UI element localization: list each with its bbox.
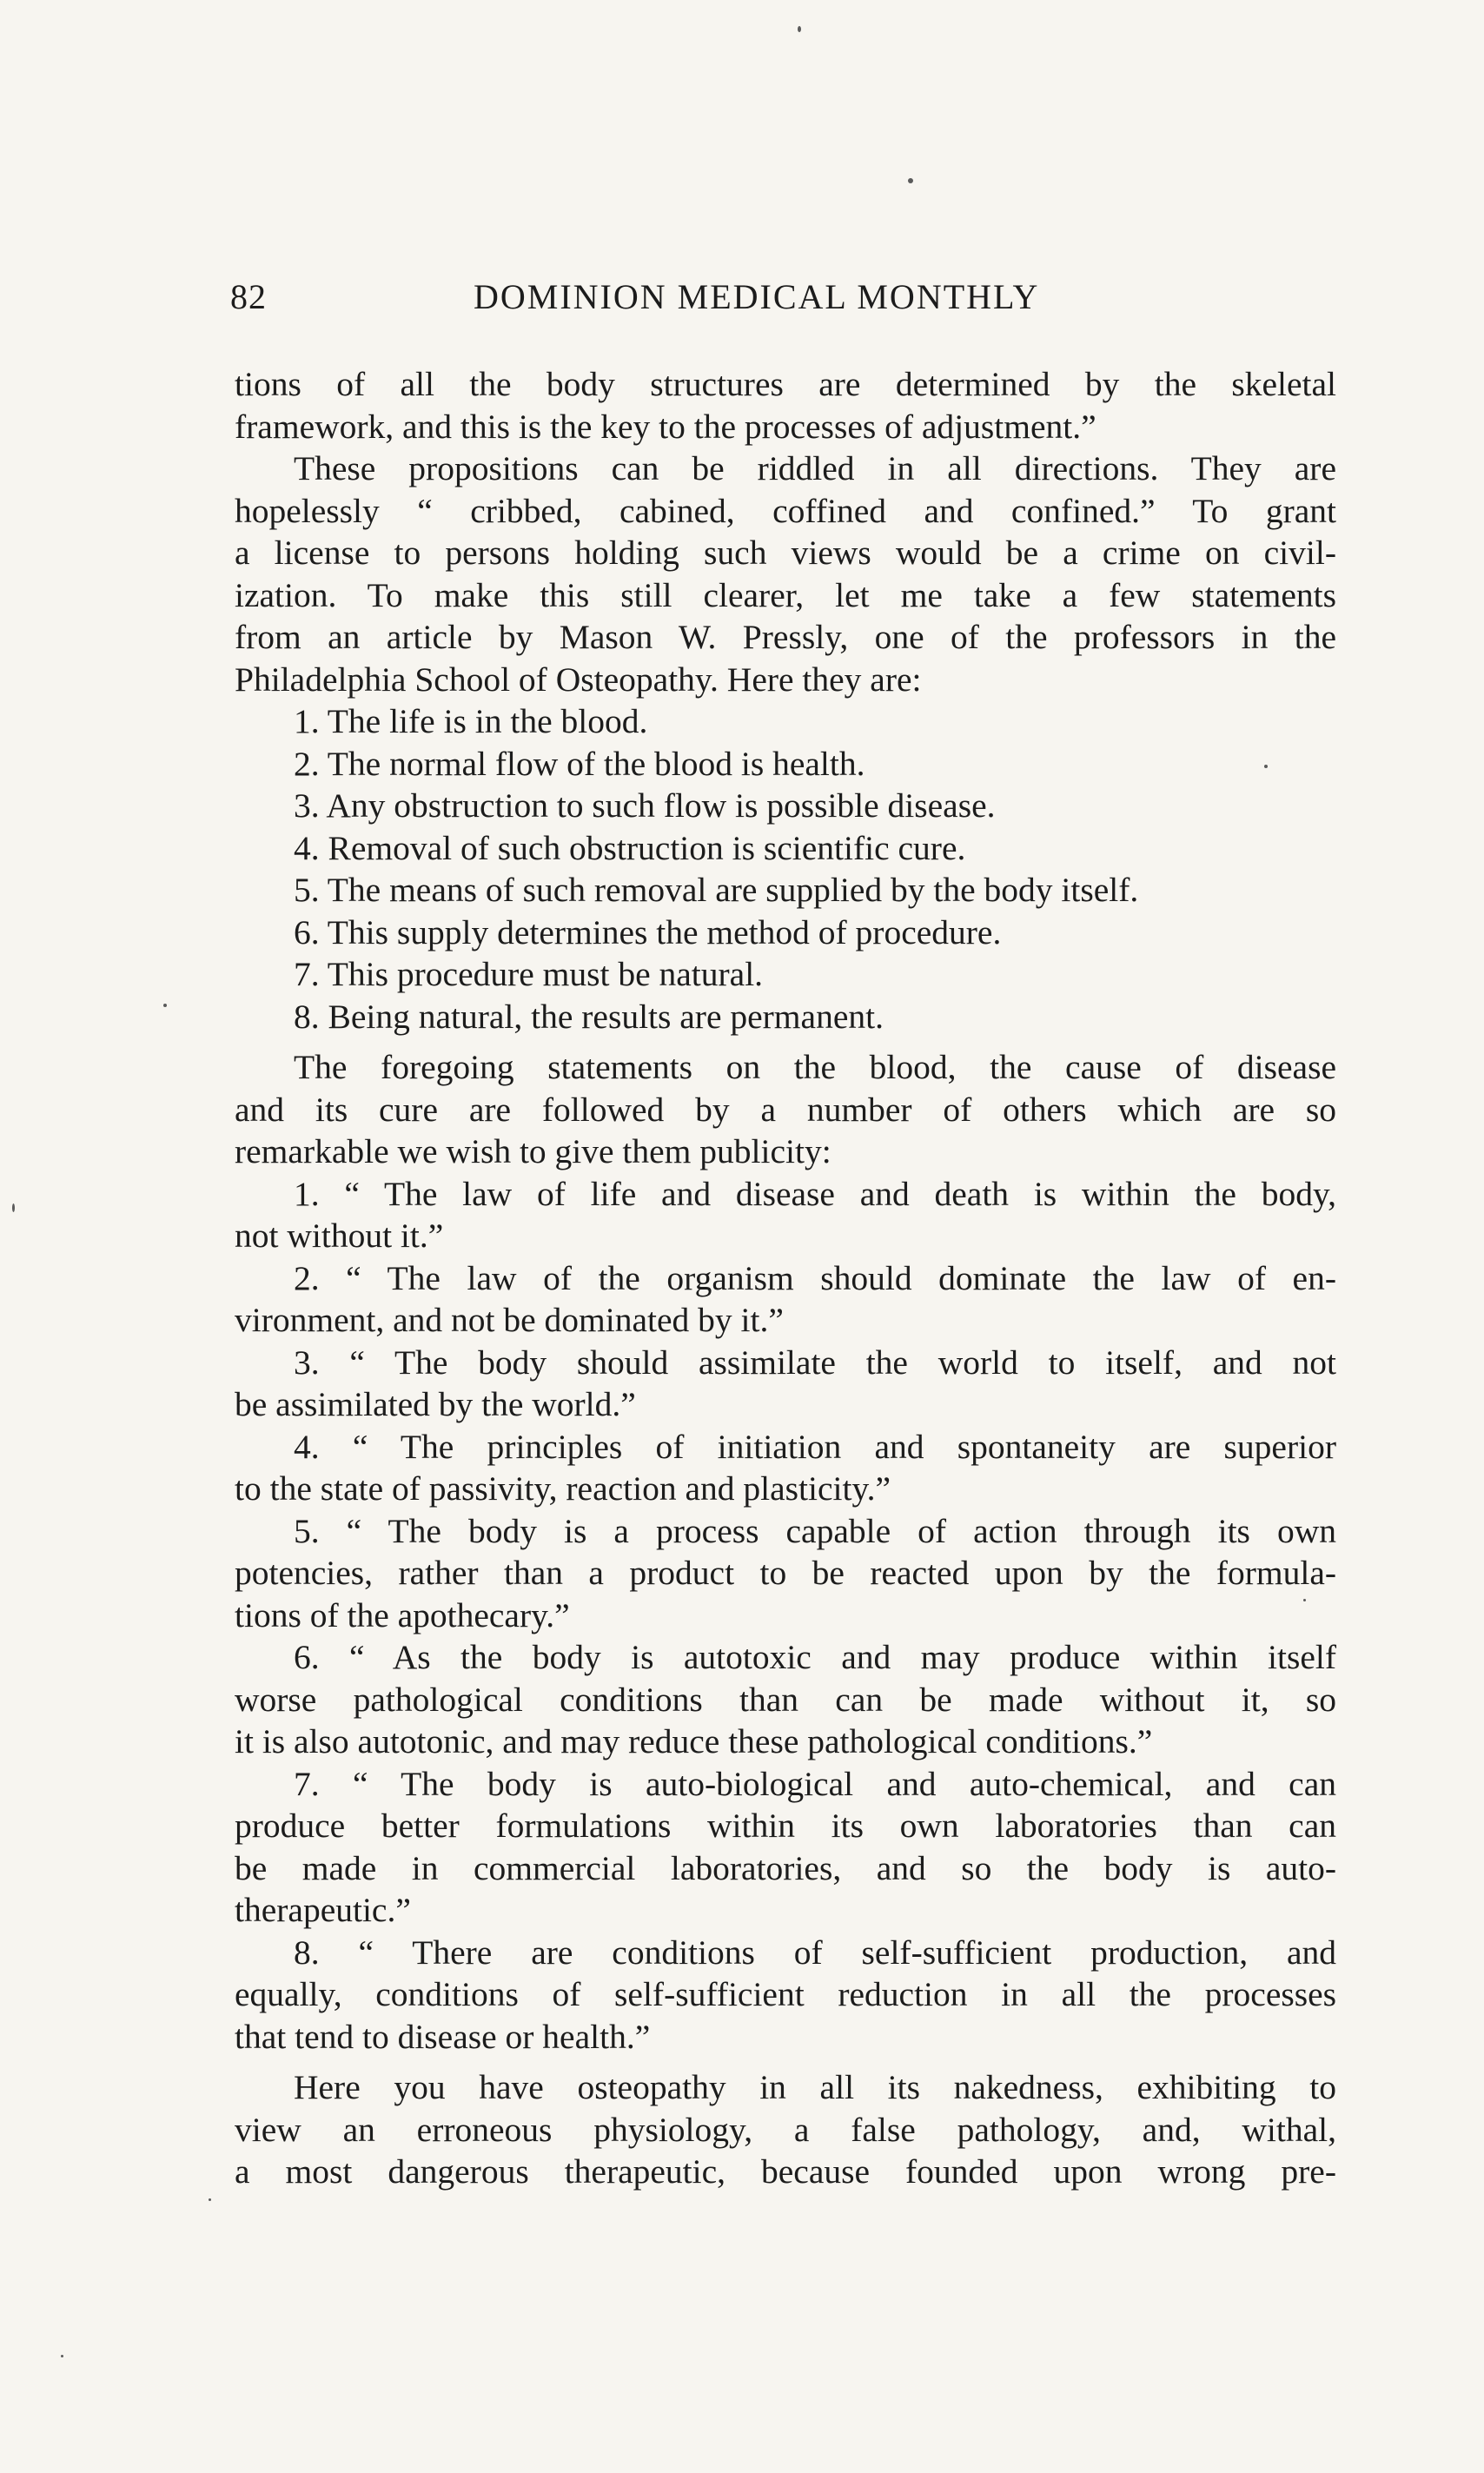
quoted-item — [235, 1426, 1336, 1510]
quoted-item — [235, 1342, 1336, 1426]
scan-speck — [1303, 1599, 1306, 1601]
scan-speck — [12, 1203, 15, 1212]
text-line: framework, and this is the key to the processes of adjustment.” — [235, 407, 1096, 446]
text-line: tions of the apothecary.” — [235, 1595, 570, 1634]
scan-speck — [209, 2198, 211, 2201]
paragraph — [235, 1046, 1336, 1173]
text-line: These propositions can be riddled in all directions. They are — [294, 449, 1336, 487]
text-line: hopelessly “ cribbed, cabined, coffined and confined.” To grant — [235, 491, 1336, 530]
list-item: 8. Being natural, the results are permanent. — [294, 997, 884, 1036]
text-line: The foregoing statements on the blood, the cause of disease — [294, 1048, 1336, 1086]
quoted-item — [235, 1636, 1336, 1763]
text-line: and its cure are followed by a number of others which are so — [235, 1090, 1336, 1129]
quoted-list — [235, 1173, 1336, 2059]
quoted-item — [235, 1510, 1336, 1637]
paragraph — [235, 448, 1336, 700]
quoted-item — [235, 1932, 1336, 2059]
paragraph — [235, 2066, 1336, 2193]
quoted-item — [235, 1173, 1336, 1257]
text-line: a most dangerous therapeutic, because founded upon wrong pre- — [235, 2152, 1336, 2191]
scan-speck — [163, 1004, 167, 1007]
text-line: worse pathological conditions than can be made without it, so — [235, 1680, 1336, 1719]
list-item: 1. The life is in the blood. — [294, 702, 648, 740]
paragraph-continuation — [235, 363, 1336, 448]
text-line: potencies, rather than a product to be reacted upon by the formula- — [235, 1554, 1336, 1592]
scan-speck — [798, 26, 801, 32]
text-line: Philadelphia School of Osteopathy. Here they are: — [235, 660, 922, 699]
list-item: 2. The normal flow of the blood is health. — [294, 744, 865, 783]
text-line: tions of all the body structures are determined by the skeletal — [235, 365, 1336, 403]
running-head — [230, 276, 1334, 320]
text-line: it is also autotonic, and may reduce these pathological conditions.” — [235, 1722, 1153, 1760]
text-line: 3. “ The body should assimilate the world to itself, and not — [294, 1343, 1336, 1382]
text-line: ization. To make this still clearer, let me take a few statements — [235, 575, 1336, 614]
text-line: Here you have osteopathy in all its nakedness, exhibiting to — [294, 2068, 1336, 2106]
text-line: be assimilated by the world.” — [235, 1385, 636, 1423]
journal-title: DOMINION MEDICAL MONTHLY — [474, 277, 1040, 316]
text-line: a license to persons holding such views would be a crime on civil- — [235, 534, 1336, 572]
text-line: therapeutic.” — [235, 1891, 411, 1929]
text-line: 5. “ The body is a process capable of action through its own — [294, 1511, 1336, 1550]
text-line: be made in commercial laboratories, and so the body is auto- — [235, 1848, 1336, 1887]
list-item: 6. This supply determines the method of procedure. — [294, 912, 1002, 951]
text-line: 8. “ There are conditions of self-sufficient production, and — [294, 1933, 1336, 1972]
text-line: to the state of passivity, reaction and plasticity.” — [235, 1469, 891, 1508]
list-item: 4. Removal of such obstruction is scientific cure. — [294, 828, 966, 867]
list-item: 3. Any obstruction to such flow is possible disease. — [294, 786, 996, 825]
text-line: that tend to disease or health.” — [235, 2017, 651, 2056]
text-line: view an erroneous physiology, a false pathology, and, withal, — [235, 2110, 1336, 2149]
text-line: remarkable we wish to give them publicity: — [235, 1132, 831, 1170]
body-text — [235, 363, 1336, 2193]
scan-speck — [908, 178, 913, 183]
text-line: 1. “ The law of life and disease and death is within the body, — [294, 1174, 1336, 1213]
scan-speck — [61, 2355, 63, 2357]
text-line: 4. “ The principles of initiation and spontaneity are superior — [294, 1427, 1336, 1466]
text-line: vironment, and not be dominated by it.” — [235, 1301, 784, 1339]
quoted-item — [235, 1763, 1336, 1932]
quoted-item — [235, 1257, 1336, 1342]
page-number: 82 — [230, 277, 267, 316]
list-item: 7. This procedure must be natural. — [294, 955, 764, 993]
list-item: 5. The means of such removal are supplied by the body itself. — [294, 871, 1139, 909]
text-line: not without it.” — [235, 1217, 444, 1255]
numbered-list — [235, 700, 1336, 1038]
text-line: 2. “ The law of the organism should dominate the law of en- — [294, 1258, 1336, 1297]
text-line: produce better formulations within its own laboratories than can — [235, 1807, 1336, 1845]
text-line: 7. “ The body is auto-biological and auto-chemical, and can — [294, 1764, 1336, 1803]
text-line: from an article by Mason W. Pressly, one of the professors in the — [235, 618, 1336, 656]
text-line: 6. “ As the body is autotoxic and may produce within itself — [294, 1638, 1336, 1676]
scan-speck — [1264, 765, 1268, 768]
text-line: equally, conditions of self-sufficient reduction in all the processes — [235, 1975, 1336, 2013]
